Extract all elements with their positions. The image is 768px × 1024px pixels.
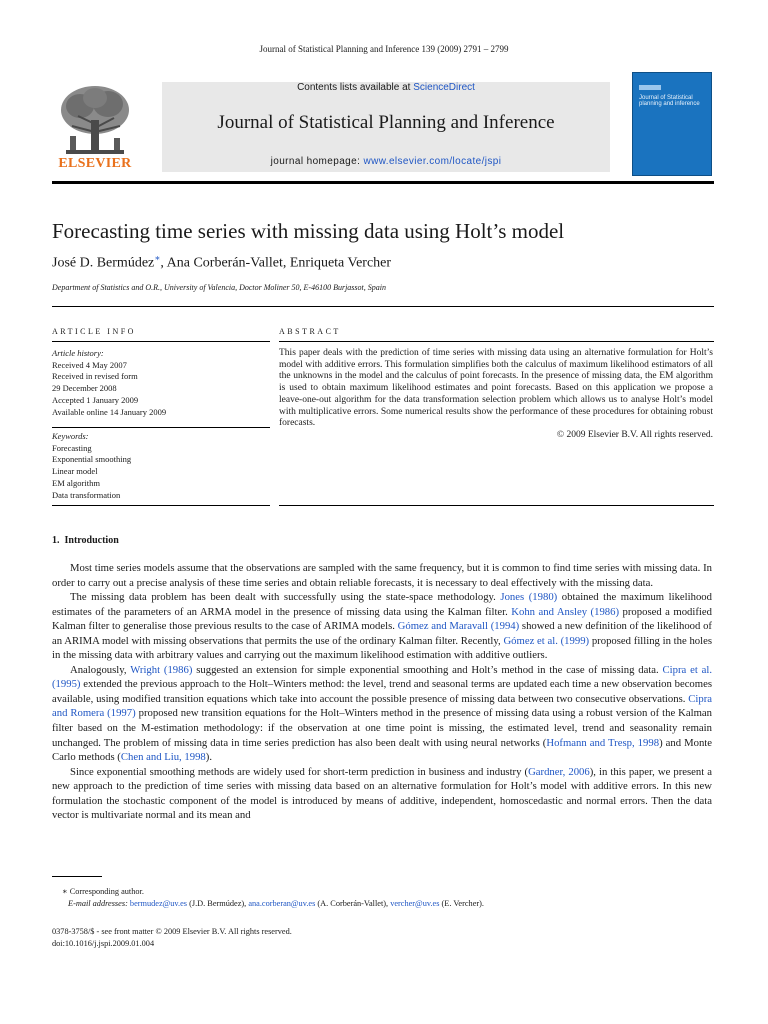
- email-link-corberan[interactable]: ana.corberan@uv.es: [248, 899, 316, 909]
- text-run: ) and Monte Carlo methods (: [52, 736, 713, 764]
- citation-link[interactable]: Wright (1986): [130, 663, 193, 676]
- homepage-prefix: journal homepage:: [270, 156, 364, 167]
- abstract-paragraph: This paper deals with the prediction of time series with missing data using an alternative formulation for Holt’s model with additive errors. This formulation simplifies both the calculus of maximum likelihood estimators of all the unknowns in the model and the calculus of point forecasts. In the presence of missing data, the EM algorithm is used to obtain maximum likelihood estimates and point forecasts. Based on this application we propose a leave-one-out algorithm for the data transformation selection problem which allows us to analyse Holt’s model with multiplicative errors. Some numerical results show the performance of these procedures for obtaining robust forecasts.: [279, 348, 713, 429]
- text-run: The missing data problem has been dealt with successfully using the state-space methodology.: [70, 591, 501, 604]
- paragraph-1: Most time series models assume that the observations are sampled with the same frequency, but it is common to find time series with missing data. In order to carry out a precise analysis of these time series and obtain reliable forecasts, it is necessary to deal effectively with the missing data.: [52, 562, 712, 589]
- email-link-vercher[interactable]: vercher@uv.es: [390, 899, 440, 909]
- text-run: proposed a modified Kalman filter to generalise those previous results to the case of ARIMA models.: [52, 605, 712, 633]
- text-run: ).: [205, 751, 213, 764]
- divider: [52, 341, 270, 342]
- abstract-copyright: © 2009 Elsevier B.V. All rights reserved.: [556, 429, 713, 440]
- corresponding-author-footnote: [52, 886, 712, 898]
- issn-line: 0378-3758/$ - see front matter © 2009 Elsevier B.V. All rights reserved.: [52, 927, 292, 936]
- citation-link[interactable]: Gómez et al. (1999): [503, 634, 590, 647]
- text-run: showed a new definition of the likelihood of an ARIMA model with missing observations that permits the use of the ordinary Kalman filter. Recently,: [52, 620, 712, 647]
- journal-masthead: [52, 72, 714, 176]
- author-bermudez: José D. Bermúdez: [52, 255, 155, 271]
- paragraph-2: [52, 590, 712, 663]
- issn-doi-block: [52, 926, 292, 950]
- text-run: Since exponential smoothing methods are widely used for short-term prediction in business and industry (: [70, 765, 529, 778]
- divider: [52, 306, 714, 307]
- email-owner: (J.D. Bermúdez),: [187, 899, 249, 909]
- history-item: Received in revised form: [52, 371, 138, 382]
- citation-link[interactable]: Cipra and Romera (1997): [52, 692, 712, 720]
- author-list: [52, 253, 391, 272]
- email-owner: (A. Corberán-Vallet),: [315, 899, 391, 909]
- publisher-name: ELSEVIER: [58, 156, 132, 171]
- paragraph-4: [52, 765, 712, 823]
- text-run: suggested an extension for simple exponential smoothing and Holt’s method in the case of missing data.: [192, 663, 663, 676]
- divider: [279, 505, 714, 506]
- text-run: Analogously,: [70, 663, 131, 676]
- text-run: proposed new transition equations for the Holt–Winters method in the presence of missing data using a robust version of the Kalman filter based on the M-estimation methodology: if the observation at one time point is missing, the estimated level, trend and seasonality remain unchanged. The problem of missing data in time series prediction has also been dealt with using neural networks (: [52, 707, 712, 749]
- contents-prefix: Contents lists available at: [297, 82, 414, 93]
- history-item: Accepted 1 January 2009: [52, 394, 139, 405]
- journal-homepage-link[interactable]: www.elsevier.com/locate/jspi: [363, 156, 502, 167]
- footnote-text: Corresponding author.: [67, 887, 144, 896]
- keywords: [52, 431, 270, 501]
- citation-link[interactable]: Kohn and Ansley (1986): [511, 605, 620, 618]
- citation-link[interactable]: Hofmann and Tresp, 1998: [546, 736, 660, 749]
- history-item: 29 December 2008: [52, 383, 117, 394]
- other-authors: , Ana Corberán-Vallet, Enriqueta Vercher: [160, 255, 392, 271]
- citation-link[interactable]: Gómez and Maravall (1994): [397, 620, 520, 633]
- text-run: extended the previous approach to the Holt–Winters method: the level, trend and seasonal terms are updated each time a new observation becomes available, using modified transition equations which take into account the possible presence of missing data between two consecutive observations.: [52, 678, 712, 705]
- journal-homepage-line: [162, 156, 610, 167]
- paragraph-3: [52, 663, 712, 765]
- keywords-label: Keywords:: [52, 431, 89, 441]
- text-run: obtained the maximum likelihood estimates of the parameters of an ARMA model in the presence of missing data using the Kalman filter.: [52, 591, 712, 618]
- history-item: Available online 14 January 2009: [52, 406, 167, 417]
- introduction-body: [52, 561, 712, 823]
- text-run: ), in this paper, we present a new approach to the prediction of time series with missing data based on an alternative formulation for Holt’s model with additive errors. In this new formulation the stochastic component of the model is introduced by means of additive, independent, homoscedastic and normal errors. Then the data vector is multivariate normal and its mean and: [52, 765, 712, 822]
- article-title: Forecasting time series with missing data using Holt’s model: [52, 219, 565, 243]
- article-history: [52, 348, 270, 418]
- citation-link[interactable]: Cipra et al. (1995): [52, 663, 713, 691]
- history-item: Received 4 May 2007: [52, 359, 127, 370]
- footnotes: [52, 886, 712, 911]
- divider: [279, 341, 714, 342]
- journal-header-band: [162, 82, 610, 172]
- email-owner: (E. Vercher).: [439, 899, 484, 909]
- contents-availability-line: [162, 82, 610, 93]
- keyword: Linear model: [52, 466, 98, 477]
- sciencedirect-link[interactable]: ScienceDirect: [413, 82, 475, 93]
- email-label: E-mail addresses:: [68, 899, 128, 909]
- abstract-heading: ABSTRACT: [279, 327, 341, 336]
- keyword: Forecasting: [52, 442, 92, 453]
- journal-reference: Journal of Statistical Planning and Inference 139 (2009) 2791 – 2799: [259, 44, 509, 54]
- email-footnote: [52, 898, 712, 910]
- doi-line: doi:10.1016/j.jspi.2009.01.004: [52, 939, 155, 948]
- abstract-body: [279, 348, 713, 442]
- divider: [52, 427, 270, 428]
- corresponding-author-mark[interactable]: ∗: [154, 253, 161, 263]
- footnote-mark: ∗: [62, 887, 68, 896]
- keyword: EM algorithm: [52, 477, 100, 488]
- article-history-label: Article history:: [52, 348, 104, 358]
- article-info-heading: ARTICLE INFO: [52, 327, 136, 336]
- citation-link[interactable]: Jones (1980): [500, 591, 558, 604]
- masthead-rule: [52, 181, 714, 184]
- keyword: Data transformation: [52, 489, 121, 500]
- affiliation: Department of Statistics and O.R., University of Valencia, Doctor Moliner 50, E-46100 Burjassot, Spain: [52, 283, 386, 292]
- citation-link[interactable]: Gardner, 2006: [528, 765, 590, 778]
- cover-stripe: [639, 85, 661, 90]
- email-link-bermudez[interactable]: bermudez@uv.es: [129, 899, 188, 909]
- keyword: Exponential smoothing: [52, 454, 132, 465]
- cover-title: Journal of Statistical planning and inference: [639, 95, 700, 107]
- footnote-rule: [52, 876, 102, 877]
- divider: [52, 505, 270, 506]
- journal-cover-thumbnail: [632, 72, 712, 176]
- journal-title: Journal of Statistical Planning and Inference: [217, 112, 555, 133]
- citation-link[interactable]: Chen and Liu, 1998: [120, 751, 206, 764]
- section-heading: 1. Introduction: [52, 535, 119, 546]
- text-run: proposed filling in the holes in the missing data with arbitrary values and carrying out the maximum likelihood estimation with additive outliers.: [52, 634, 713, 662]
